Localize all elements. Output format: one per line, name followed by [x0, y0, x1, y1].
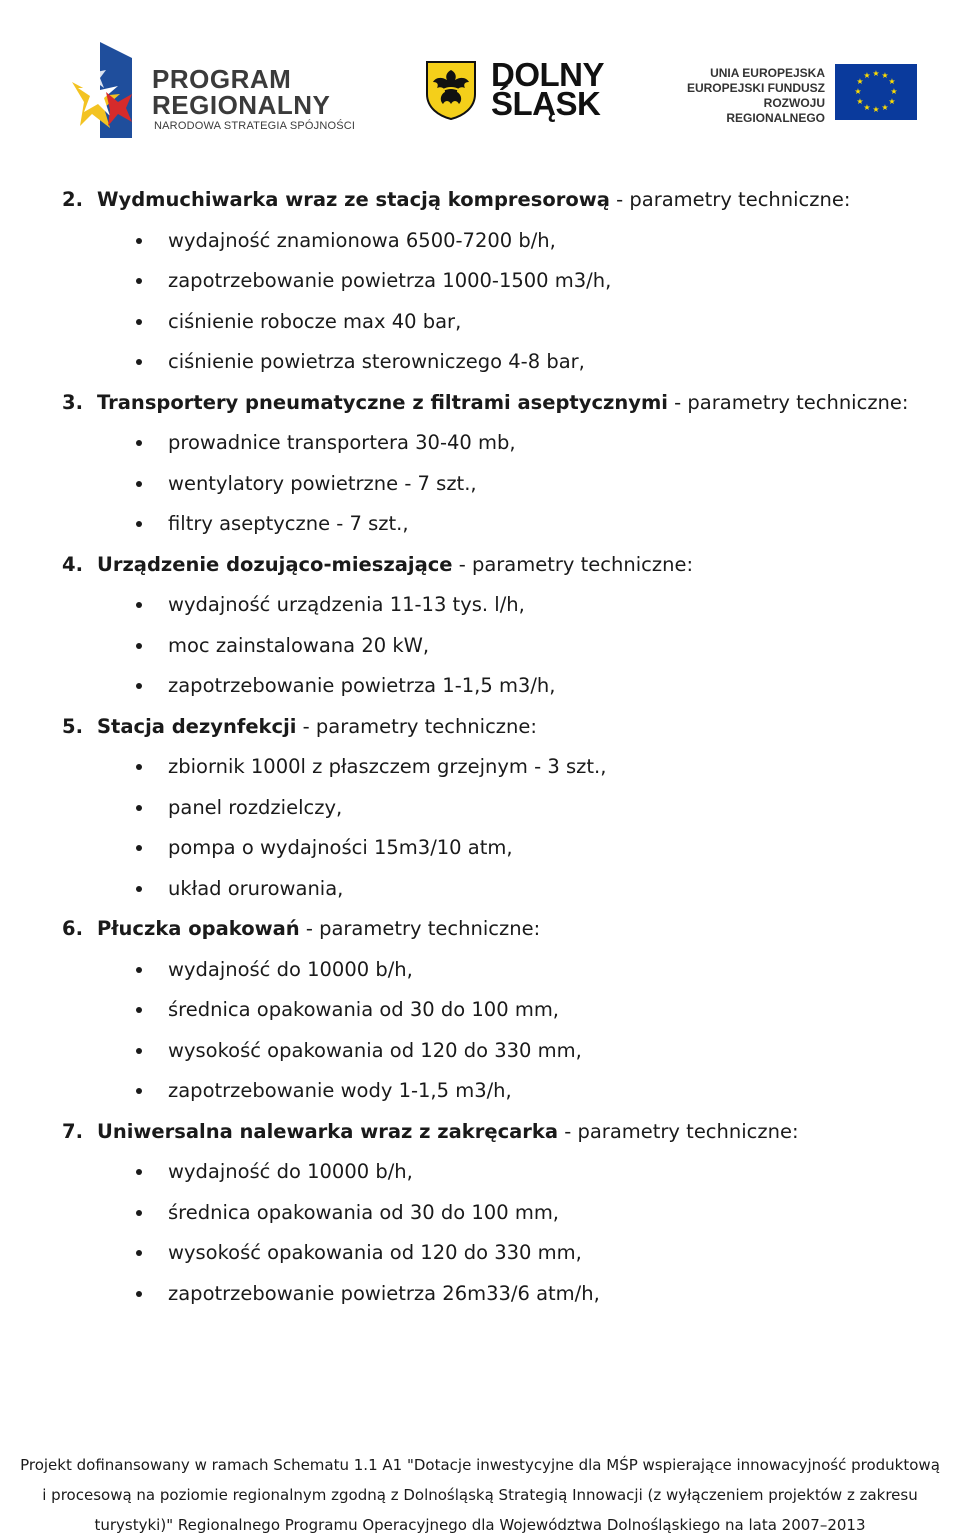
- bullet-icon: [136, 521, 142, 527]
- section-number: 2.: [62, 188, 83, 211]
- section-heading: [0, 180, 960, 220]
- eu-text: [665, 66, 825, 126]
- bullet-icon: [136, 1210, 142, 1216]
- footer-line1: Projekt dofinansowany w ramach Schematu 1.1 A1 "Dotacje inwestycyjne dla MŚP wspierające innowacyjność produktową: [20, 1456, 940, 1474]
- section-title-line: [97, 909, 540, 949]
- section-title: Stacja dezynfekcji: [97, 714, 297, 738]
- section-heading: [0, 707, 960, 747]
- section-suffix: - parametry techniczne:: [299, 917, 541, 940]
- list-item: [0, 788, 960, 828]
- list-item: [0, 464, 960, 504]
- list-item-text: układ orurowania,: [168, 876, 344, 900]
- eu-line1: UNIA EUROPEJSKA: [710, 66, 825, 80]
- dolny-label: DOLNY: [491, 56, 604, 93]
- eagle-shield-icon: [425, 60, 477, 120]
- list-item-text: wysokość opakowania od 120 do 330 mm,: [168, 1038, 582, 1062]
- list-item: [0, 302, 960, 342]
- bullet-icon: [136, 1007, 142, 1013]
- eu-flag-icon: [835, 64, 917, 120]
- bullet-icon: [136, 805, 142, 811]
- svg-text:★: ★: [863, 103, 871, 112]
- program-label: PROGRAM: [152, 64, 292, 94]
- svg-text:★: ★: [888, 77, 896, 86]
- svg-text:★: ★: [872, 69, 880, 78]
- list-item-text: zapotrzebowanie wody 1-1,5 m3/h,: [168, 1079, 512, 1102]
- list-item-text: prowadnice transportera 30-40 mb,: [168, 431, 516, 454]
- section-title: Urządzenie dozująco-mieszające: [97, 552, 453, 576]
- footer-line2: i procesową na poziomie regionalnym zgodną z Dolnośląską Strategią Innowacji (z wyłączeniem projektów z zakresu: [42, 1486, 918, 1504]
- eu-logo: [665, 62, 920, 125]
- header: [0, 0, 960, 150]
- bullet-icon: [136, 319, 142, 325]
- svg-text:★: ★: [890, 87, 898, 96]
- eu-line3: ROZWOJU REGIONALNEGO: [726, 96, 825, 125]
- list-item-text: wydajność do 10000 b/h,: [168, 957, 413, 981]
- bullet-icon: [136, 481, 142, 487]
- section-title-line: [97, 180, 850, 220]
- bullet-icon: [136, 440, 142, 446]
- regionalny-label: REGIONALNY: [152, 90, 331, 120]
- section-heading: [0, 383, 960, 423]
- slask-label: ŚLĄSK: [491, 85, 601, 122]
- bullet-icon: [136, 1291, 142, 1297]
- svg-text:★: ★: [856, 97, 864, 106]
- bullet-icon: [136, 1048, 142, 1054]
- list-item: [0, 1193, 960, 1233]
- dolny-slask-logo: [425, 58, 615, 123]
- list-item-text: wentylatory powietrzne - 7 szt.,: [168, 471, 477, 495]
- section-heading: [0, 545, 960, 585]
- section-suffix: - parametry techniczne:: [558, 1119, 799, 1143]
- section-number: 5.: [62, 714, 83, 738]
- svg-text:★: ★: [888, 97, 896, 106]
- section-suffix: - parametry techniczne:: [452, 552, 694, 576]
- list-item: [0, 1274, 960, 1314]
- list-item: [0, 1031, 960, 1071]
- list-item: [0, 423, 960, 463]
- section-suffix: - parametry techniczne:: [609, 188, 851, 211]
- list-item: [0, 950, 960, 990]
- list-item-text: zapotrzebowanie powietrza 26m33/6 atm/h,: [168, 1281, 600, 1305]
- section-title-line: [97, 545, 693, 585]
- eu-line2: EUROPEJSKI FUNDUSZ: [686, 81, 825, 95]
- list-item-text: średnica opakowania od 30 do 100 mm,: [168, 1200, 560, 1224]
- list-item-text: ciśnienie robocze max 40 bar,: [168, 309, 462, 333]
- list-item-text: zapotrzebowanie powietrza 1-1,5 m3/h,: [168, 674, 556, 697]
- bullet-icon: [136, 683, 142, 689]
- list-item-text: moc zainstalowana 20 kW,: [168, 633, 430, 657]
- bullet-icon: [136, 764, 142, 770]
- svg-text:★: ★: [872, 105, 880, 114]
- program-regionalny-logo: [70, 42, 370, 142]
- list-item-text: filtry aseptyczne - 7 szt.,: [168, 512, 409, 535]
- bullet-icon: [136, 278, 142, 284]
- list-item-text: wysokość opakowania od 120 do 330 mm,: [168, 1241, 582, 1264]
- list-item: [0, 666, 960, 706]
- section-heading: [0, 909, 960, 949]
- list-item: [0, 869, 960, 909]
- bullet-icon: [136, 967, 142, 973]
- bullet-icon: [136, 1169, 142, 1175]
- list-item: [0, 626, 960, 666]
- section-suffix: - parametry techniczne:: [296, 714, 537, 738]
- list-item: [0, 504, 960, 544]
- section-number: 7.: [62, 1119, 83, 1143]
- bullet-icon: [136, 1088, 142, 1094]
- list-item-text: ciśnienie powietrza sterowniczego 4-8 bar,: [168, 350, 585, 373]
- svg-text:★: ★: [854, 87, 862, 96]
- list-item: [0, 1071, 960, 1111]
- svg-text:★: ★: [863, 71, 871, 80]
- list-item: [0, 828, 960, 868]
- star-emblem-icon: [70, 42, 150, 142]
- section-title: Uniwersalna nalewarka wraz z zakręcarka: [97, 1119, 559, 1143]
- section-heading: [0, 1112, 960, 1152]
- bullet-icon: [136, 359, 142, 365]
- list-item: [0, 342, 960, 382]
- strategy-label: NARODOWA STRATEGIA SPÓJNOŚCI: [154, 120, 356, 132]
- list-item-text: wydajność do 10000 b/h,: [168, 1160, 413, 1183]
- footer: [0, 1450, 960, 1540]
- svg-text:★: ★: [856, 77, 864, 86]
- list-item-text: pompa o wydajności 15m3/10 atm,: [168, 836, 513, 859]
- list-item-text: wydajność urządzenia 11-13 tys. l/h,: [168, 593, 525, 616]
- list-item: [0, 1152, 960, 1192]
- section-title: Transportery pneumatyczne z filtrami aseptycznymi: [97, 390, 668, 414]
- section-number: 4.: [62, 552, 83, 576]
- footer-line3: turystyki)" Regionalnego Programu Operacyjnego dla Województwa Dolnośląskiego na lata 2007–2013: [94, 1516, 866, 1534]
- bullet-icon: [136, 643, 142, 649]
- bullet-icon: [136, 602, 142, 608]
- svg-text:★: ★: [881, 103, 889, 112]
- section-title: Wydmuchiwarka wraz ze stacją kompresorową: [97, 188, 610, 211]
- svg-text:★: ★: [881, 71, 889, 80]
- list-item-text: zbiornik 1000l z płaszczem grzejnym - 3 szt.,: [168, 755, 607, 778]
- section-title-line: [97, 707, 537, 747]
- list-item: [0, 990, 960, 1030]
- bullet-icon: [136, 1250, 142, 1256]
- list-item: [0, 1233, 960, 1273]
- bullet-icon: [136, 238, 142, 244]
- section-number: 3.: [62, 390, 83, 414]
- bullet-icon: [136, 845, 142, 851]
- section-title: Płuczka opakowań: [97, 917, 300, 940]
- list-item-text: panel rozdzielczy,: [168, 795, 343, 819]
- section-title-line: [97, 383, 909, 423]
- bullet-icon: [136, 886, 142, 892]
- list-item: [0, 261, 960, 301]
- list-item-text: średnica opakowania od 30 do 100 mm,: [168, 998, 560, 1021]
- section-number: 6.: [62, 917, 83, 940]
- list-item: [0, 585, 960, 625]
- section-suffix: - parametry techniczne:: [667, 390, 909, 414]
- list-item-text: wydajność znamionowa 6500-7200 b/h,: [168, 228, 556, 252]
- section-title-line: [97, 1112, 799, 1152]
- list-item: [0, 747, 960, 787]
- list-item-text: zapotrzebowanie powietrza 1000-1500 m3/h,: [168, 269, 612, 292]
- list-item: [0, 221, 960, 261]
